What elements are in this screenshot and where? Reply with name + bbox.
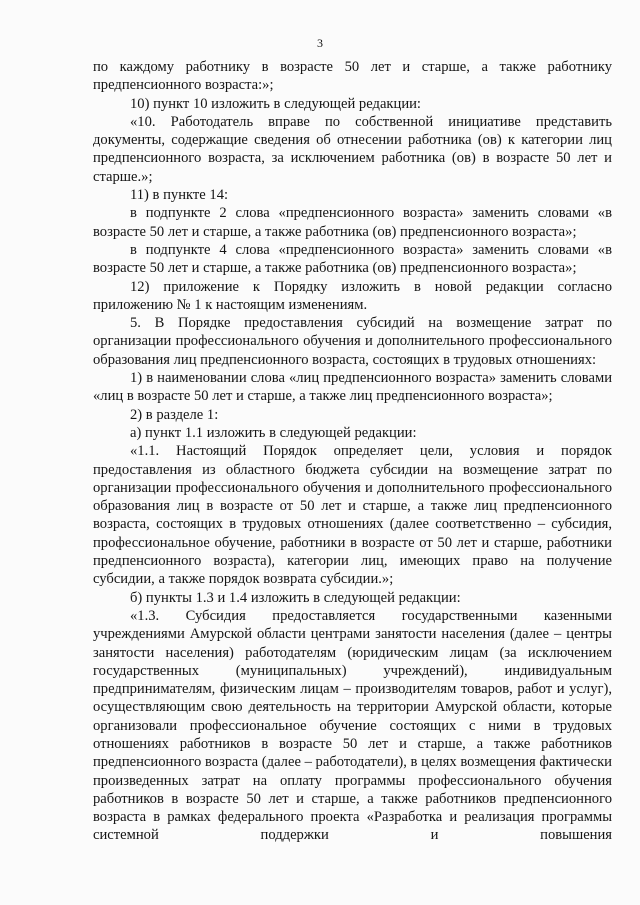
paragraph-13: б) пункты 1.3 и 1.4 изложить в следующей редакции:	[130, 589, 461, 606]
paragraph-11: а) пункт 1.1 изложить в следующей редакции:	[130, 424, 417, 441]
paragraph-6: в подпункте 4 слова «предпенсионного возраста» заменить словами «в возрасте 50 лет и старше, а также работника (ов) предпенсионного возраста»;	[93, 241, 612, 277]
page-number: 3	[317, 36, 323, 50]
paragraph-8: 5. В Порядке предоставления субсидий на возмещение затрат по организации профессионального обучения и дополнительного профессионального образования лиц предпенсионного возраста, состоящих в трудовых отношениях:	[93, 315, 612, 368]
paragraph-14: «1.3. Субсидия предоставляется государственными казенными учреждениями Амурской области центрами занятости населения (далее – центры занятости населения) работодателям (юридическим лицам (за исключением государственных (муниципальных) учреждений), индивидуальным предпринимателям, физическим лицам – производителям товаров, работ и услуг), осуществляющим свою деятельность на территории Амурской области, которые организовали профессиональное обучение состоящих с ними в трудовых отношениях работников в возрасте 50 лет и старше, а также работников предпенсионного возраста (далее – работодатели), в целях возмещения фактически произведенных затрат на оплату программы профессионального обучения работников в возрасте 50 лет и старше, а также работников предпенсионного возраста в рамках федерального проекта «Разработка и реализация программы системной поддержки и повышения	[93, 607, 612, 844]
paragraph-10: 2) в разделе 1:	[130, 406, 219, 423]
paragraph-9: 1) в наименовании слова «лиц предпенсионного возраста» заменить словами «лиц в возрасте 50 лет и старше, а также лиц предпенсионного возраста»;	[93, 370, 612, 405]
document-body	[93, 58, 612, 845]
paragraph-7: 12) приложение к Порядку изложить в новой редакции согласно приложению № 1 к настоящим изменениям.	[93, 278, 612, 313]
paragraph-12: «1.1. Настоящий Порядок определяет цели, условия и порядок предоставления из областного бюджета субсидии на возмещение затрат по организации профессионального обучения и дополнительного профессионального образования лиц в возрасте от 50 лет и старше, а также лиц предпенсионного возраста, состоящих в трудовых отношениях (далее соответственно – субсидия, профессиональное обучение, работники в возрасте от 50 лет и старше, работники предпенсионного возраста), категории лиц, имеющих право на получение субсидии, а также порядок возврата субсидии.»;	[93, 443, 612, 588]
paragraph-2: 10) пункт 10 изложить в следующей редакции:	[130, 95, 421, 112]
paragraph-5: в подпункте 2 слова «предпенсионного возраста» заменить словами «в возрасте 50 лет и старше, а также работника (ов) предпенсионного возраста»;	[93, 205, 612, 240]
paragraph-3: «10. Работодатель вправе по собственной инициативе представить документы, содержащие сведения об отнесении работника (ов) к категории лиц предпенсионного возраста, за исключением работника (ов) в возрасте 50 лет и старше.»;	[93, 113, 612, 185]
paragraph-4: 11) в пункте 14:	[130, 187, 229, 204]
paragraph-1: по каждому работнику в возрасте 50 лет и старше, а также работнику предпенсионного возраста:»;	[93, 59, 612, 94]
